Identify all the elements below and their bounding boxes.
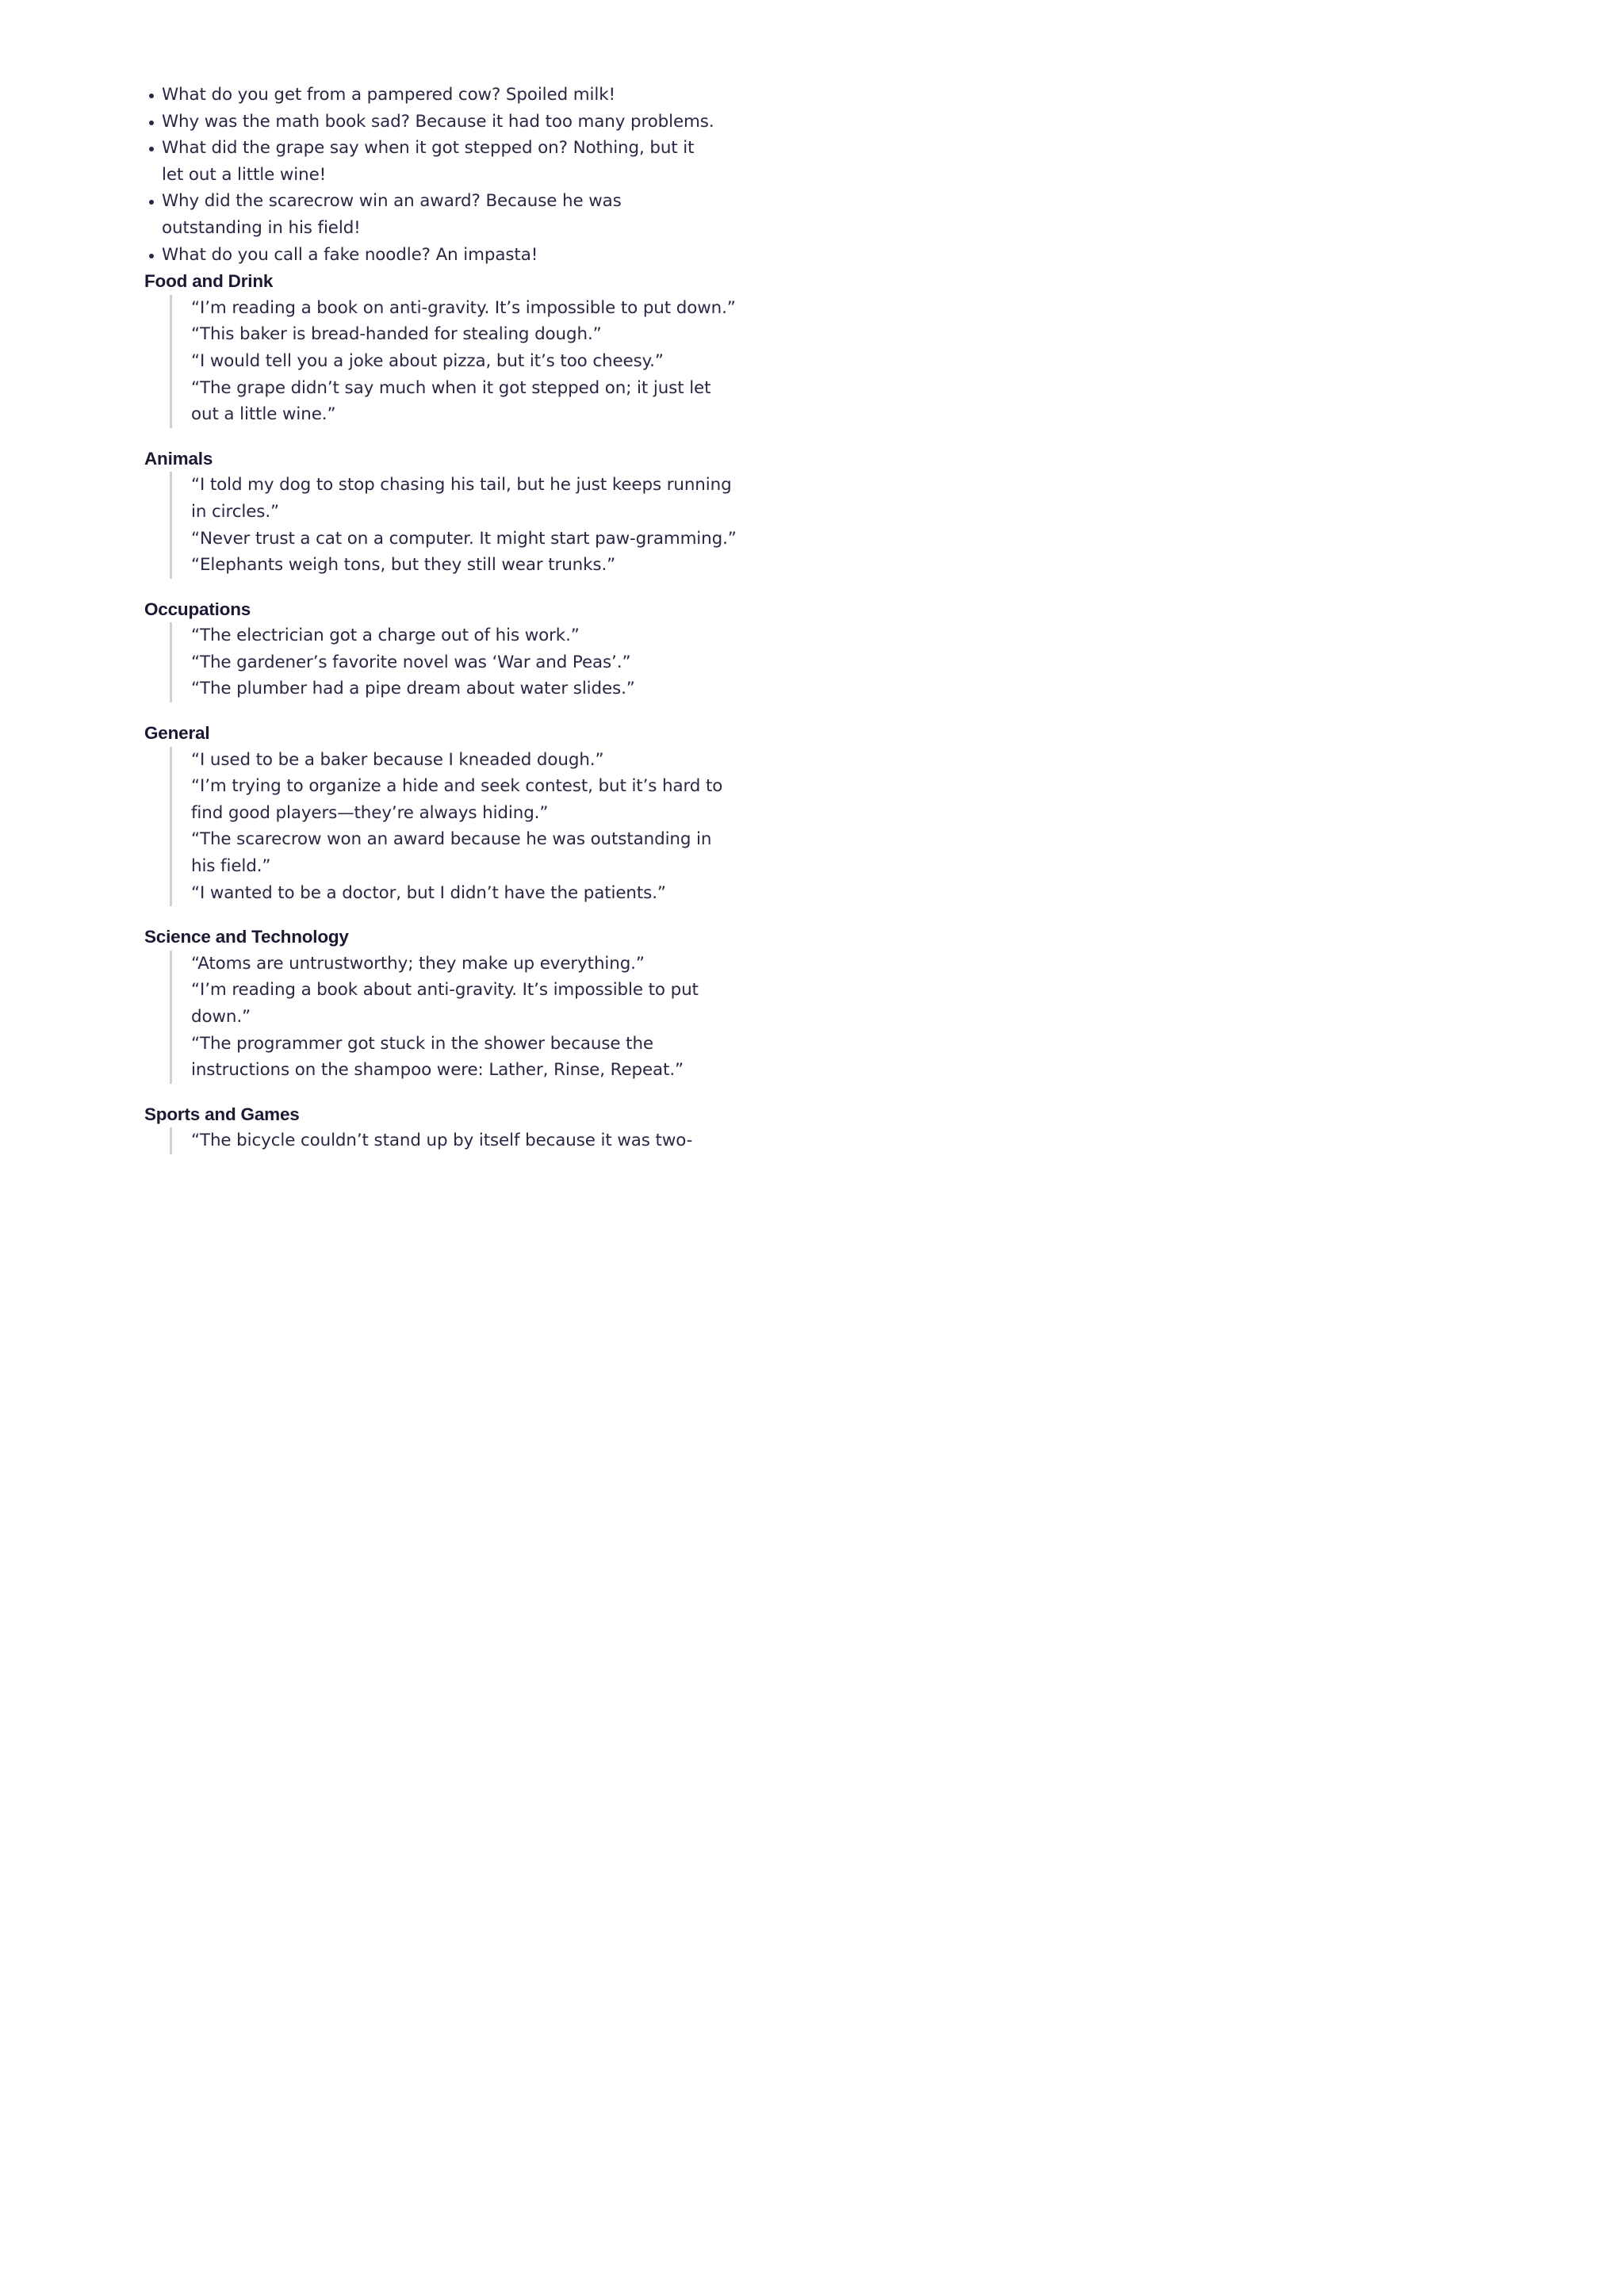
quote-line: “Elephants weigh tons, but they still wear trunks.” — [191, 555, 616, 576]
quote-line: “Never trust a cat on a computer. It might start paw-gramming.” — [191, 528, 737, 549]
quote-line: “The programmer got stuck in the shower because the — [191, 1033, 653, 1054]
section-science-and-technology — [144, 924, 731, 1084]
section-spacer — [144, 1084, 731, 1101]
quote-block — [170, 747, 731, 907]
section-spacer — [144, 702, 731, 720]
quote-block — [170, 472, 737, 578]
bullet-text: What did the grape say when it got stepped on? Nothing, but it — [162, 138, 695, 159]
quote-line: “The grape didn’t say much when it got stepped on; it just let — [191, 377, 711, 398]
section-heading: Food and Drink — [144, 271, 274, 292]
section-occupations — [144, 596, 731, 702]
list-item — [144, 109, 731, 136]
bullet-text: let out a little wine! — [162, 164, 327, 185]
quote-line: find good players—they’re always hiding.” — [191, 802, 549, 823]
section-spacer — [144, 906, 731, 924]
list-item — [144, 135, 731, 188]
bullet-text: What do you call a fake noodle? An impasta! — [162, 244, 538, 265]
quote-line: “I would tell you a joke about pizza, but it’s too cheesy.” — [191, 350, 664, 371]
quote-line: down.” — [191, 1007, 251, 1027]
quote-line: “Atoms are untrustworthy; they make up everything.” — [191, 953, 645, 974]
bullet-icon — [149, 94, 154, 98]
quote-line: “I wanted to be a doctor, but I didn’t have the patients.” — [191, 882, 666, 903]
list-item — [144, 82, 731, 109]
section-sports-and-games — [144, 1101, 731, 1154]
bullet-icon — [149, 200, 154, 205]
document-page — [144, 82, 737, 1154]
quote-block — [170, 951, 731, 1084]
quote-line: his field.” — [191, 856, 271, 877]
section-general — [144, 720, 731, 906]
bullet-text: Why did the scarecrow win an award? Because he was — [162, 191, 622, 212]
list-item — [144, 188, 731, 241]
section-heading: General — [144, 723, 210, 744]
quote-line: “The electrician got a charge out of his work.” — [191, 626, 580, 646]
quote-line: out a little wine.” — [191, 404, 336, 425]
bullet-text: Why was the math book sad? Because it had too many problems. — [162, 111, 714, 132]
bullet-icon — [149, 147, 154, 151]
bullet-icon — [149, 121, 154, 125]
quote-line: “The gardener’s favorite novel was ‘War and Peas’.” — [191, 652, 631, 672]
quote-line: “I used to be a baker because I kneaded dough.” — [191, 749, 604, 770]
bullet-text: outstanding in his field! — [162, 217, 361, 238]
section-heading: Sports and Games — [144, 1104, 300, 1124]
section-food-and-drink — [144, 268, 736, 428]
section-spacer — [144, 579, 731, 596]
section-spacer — [144, 428, 731, 446]
quote-line: “I’m reading a book about anti-gravity. It’s impossible to put — [191, 980, 699, 1001]
bullet-icon — [149, 254, 154, 258]
quote-line: “I told my dog to stop chasing his tail, but he just keeps running — [191, 475, 732, 496]
quote-line: “The scarecrow won an award because he was outstanding in — [191, 829, 712, 850]
quote-line: “The bicycle couldn’t stand up by itself because it was two- — [191, 1131, 693, 1151]
quote-line: “This baker is bread-handed for stealing dough.” — [191, 324, 602, 345]
quote-line: “The plumber had a pipe dream about water slides.” — [191, 679, 635, 699]
section-animals — [144, 446, 737, 579]
section-heading: Occupations — [144, 599, 251, 619]
quote-line: in circles.” — [191, 501, 280, 522]
quote-block — [170, 622, 731, 702]
section-heading: Science and Technology — [144, 927, 349, 947]
quote-block — [170, 1127, 731, 1154]
joke-bullet-list — [144, 82, 731, 268]
list-item — [144, 242, 731, 269]
quote-line: “I’m trying to organize a hide and seek contest, but it’s hard to — [191, 776, 723, 797]
bullet-text: What do you get from a pampered cow? Spoiled milk! — [162, 85, 615, 105]
section-heading: Animals — [144, 448, 213, 469]
quote-line: “I’m reading a book on anti-gravity. It’s impossible to put down.” — [191, 297, 736, 318]
quote-block — [170, 295, 736, 428]
quote-line: instructions on the shampoo were: Lather, Rinse, Repeat.” — [191, 1060, 684, 1081]
